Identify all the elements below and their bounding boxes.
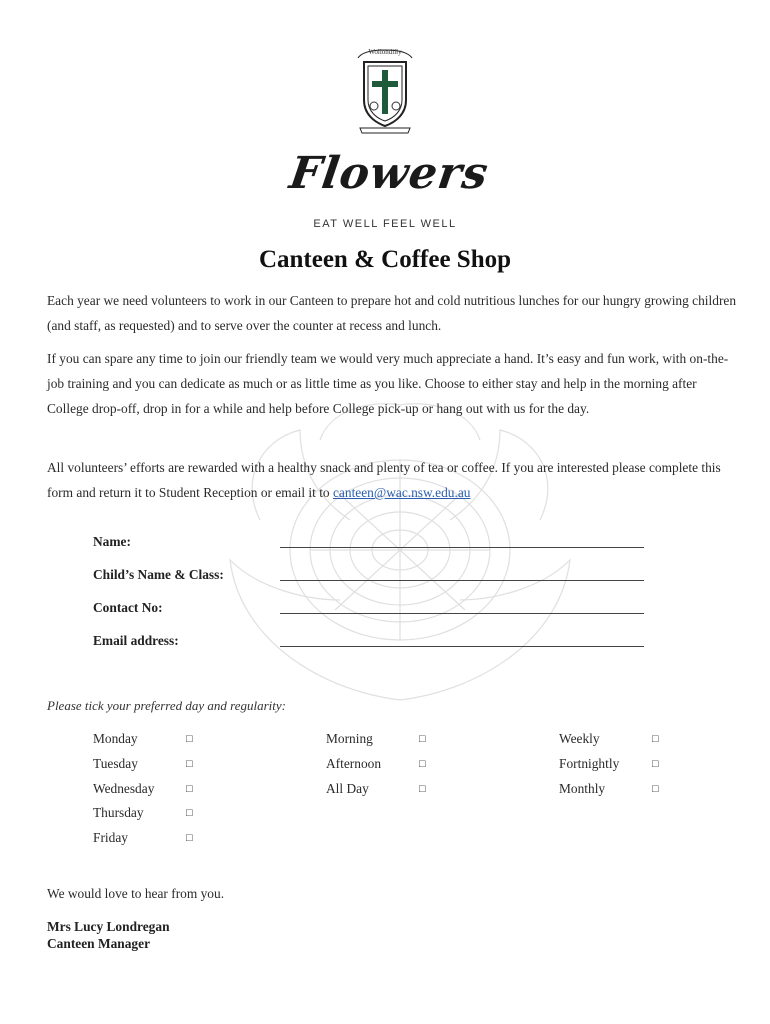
contact-no-field[interactable]: [280, 613, 644, 614]
page-title: Canteen & Coffee Shop: [258, 246, 512, 273]
option-afternoon-label: Afternoon: [326, 756, 382, 771]
option-wednesday-label: Wednesday: [93, 781, 155, 796]
option-tuesday-label: Tuesday: [93, 756, 138, 771]
option-monthly-label: Monthly: [559, 781, 606, 796]
closing-text: We would love to hear from you.: [47, 886, 225, 901]
option-all-day-label: All Day: [326, 781, 369, 796]
option-friday-checkbox[interactable]: □: [186, 832, 193, 844]
flowers-brand-logo: Flowers: [286, 148, 492, 199]
option-friday-label: Friday: [93, 830, 128, 845]
crest-motto: Wollondilly: [368, 48, 402, 56]
option-fortnightly-label: Fortnightly: [559, 756, 620, 771]
child-name-class-field[interactable]: [280, 580, 644, 581]
option-afternoon-checkbox[interactable]: □: [419, 758, 426, 770]
signer-role: Canteen Manager: [47, 936, 151, 951]
tick-instruction: Please tick your preferred day and regularity:: [47, 698, 286, 713]
signer-name: Mrs Lucy Londregan: [47, 919, 170, 934]
option-all-day-checkbox[interactable]: □: [419, 783, 426, 795]
brand-tagline: EAT WELL FEEL WELL: [313, 218, 457, 230]
school-crest-logo: [352, 48, 418, 134]
child-name-class-label: Child’s Name & Class:: [93, 567, 224, 582]
option-thursday-checkbox[interactable]: □: [186, 807, 193, 819]
details-paragraph: If you can spare any time to join our friendly team we would very much appreciate a hand. It’s easy and fun work, with on-the-job training and you can dedicate as much or as little time as you like. Choose to either stay and help in the morning after College drop-off, drop in for a while and help before College pick-up or hang out with us for the day.: [47, 351, 729, 416]
name-label: Name:: [93, 534, 131, 549]
option-wednesday-checkbox[interactable]: □: [186, 783, 193, 795]
reward-paragraph: [47, 455, 737, 505]
option-fortnightly-checkbox[interactable]: □: [652, 758, 659, 770]
contact-no-label: Contact No:: [93, 600, 163, 615]
option-weekly-checkbox[interactable]: □: [652, 733, 659, 745]
option-monday-label: Monday: [93, 731, 138, 746]
option-monthly-checkbox[interactable]: □: [652, 783, 659, 795]
email-address-label: Email address:: [93, 633, 179, 648]
option-monday-checkbox[interactable]: □: [186, 733, 193, 745]
email-address-field[interactable]: [280, 646, 644, 647]
option-tuesday-checkbox[interactable]: □: [186, 758, 193, 770]
option-morning-checkbox[interactable]: □: [419, 733, 426, 745]
intro-paragraph: Each year we need volunteers to work in our Canteen to prepare hot and cold nutritious lunches for our hungry growing children (and staff, as requested) and to serve over the counter at recess and lunch.: [47, 293, 737, 333]
option-weekly-label: Weekly: [559, 731, 600, 746]
reward-text: All volunteers’ efforts are rewarded with a healthy snack and plenty of tea or coffee. If you are interested please complete this form and return it to Student Reception or email it to: [47, 460, 721, 500]
option-thursday-label: Thursday: [93, 805, 144, 820]
email-link[interactable]: canteen@wac.nsw.edu.au: [332, 485, 471, 500]
option-morning-label: Morning: [326, 731, 373, 746]
name-field[interactable]: [280, 547, 644, 548]
waratah-flower-watermark: [200, 400, 600, 720]
